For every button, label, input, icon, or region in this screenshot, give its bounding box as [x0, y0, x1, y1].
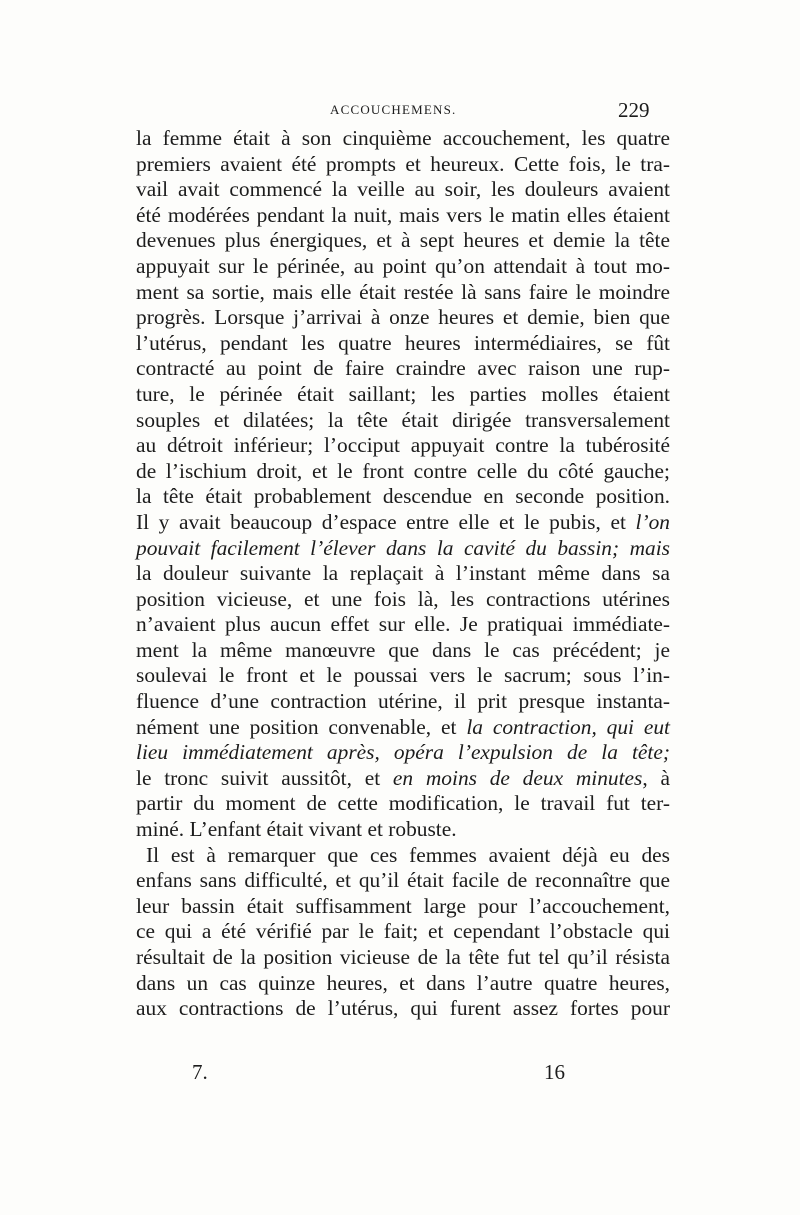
text-line: ment la même manœuvre que dans le cas précédent; je [136, 637, 670, 662]
text-line: vail avait commencé la veille au soir, les douleurs avaient [136, 177, 670, 202]
text-line: ment sa sortie, mais elle était restée là sans faire le moindre [136, 279, 670, 304]
text-line: devenues plus énergiques, et à sept heures et demie la tête [136, 228, 670, 253]
text-line: miné. L’enfant était vivant et robuste. [136, 817, 457, 842]
text-line: soulevai le front et le poussai vers le sacrum; sous l’in- [136, 663, 670, 688]
italic-run: l’on [635, 509, 670, 534]
text-line [136, 510, 670, 536]
text-run: , à [642, 765, 670, 790]
text-line [136, 536, 670, 562]
running-title: ACCOUCHEMENS. [330, 102, 457, 117]
running-head [0, 98, 800, 126]
text-line: contracté au point de faire craindre avec raison une rup- [136, 356, 670, 381]
text-line: appuyait sur le périnée, au point qu’on attendait à tout mo- [136, 253, 670, 278]
text-line: partir du moment de cette modification, le travail fut ter- [136, 791, 670, 816]
text-line: fluence d’une contraction utérine, il prit presque instanta- [136, 689, 670, 714]
text-line: ture, le périnée était saillant; les parties molles étaient [136, 381, 670, 406]
text-line: progrès. Lorsque j’arrivai à onze heures et demie, bien que [136, 305, 670, 330]
italic-run: la contraction, qui eut [466, 714, 670, 739]
text-line: dans un cas quinze heures, et dans l’autre quatre heures, [136, 970, 670, 995]
text-line: n’avaient plus aucun effet sur elle. Je pratiquai immédiate- [136, 612, 670, 637]
page-number: 229 [618, 98, 650, 122]
text-line: au détroit inférieur; l’occiput appuyait contre la tubérosité [136, 433, 670, 458]
italic-run: pouvait facilement l’élever dans la cavité du bassin; mais [136, 535, 670, 560]
text-run: nément une position convenable, et [136, 714, 467, 739]
signature-mark: 7. [192, 1060, 208, 1084]
italic-run: lieu immédiatement après, opéra l’expulsion de la tête; [136, 740, 670, 765]
text-line: été modérées pendant la nuit, mais vers le matin elles étaient [136, 202, 670, 227]
text-run: le tronc suivit aussitôt, et [136, 765, 393, 790]
text-line: résultait de la position vicieuse de la tête fut tel qu’il résista [136, 945, 670, 969]
text-line: enfans sans difficulté, et qu’il était facile de reconnaître que [136, 868, 670, 893]
signature-number: 16 [544, 1060, 565, 1084]
text-line: la tête était probablement descendue en seconde position. [136, 484, 670, 509]
text-line: premiers avaient été prompts et heureux. Cette fois, le tra- [136, 151, 670, 176]
italic-run: en moins de deux minutes [392, 765, 643, 790]
text-line: la femme était à son cinquième accouchement, les quatre [136, 126, 670, 150]
text-line: ce qui a été vérifié par le fait; et cependant l’obstacle qui [136, 919, 670, 944]
text-line: aux contractions de l’utérus, qui furent assez fortes pour [136, 996, 670, 1021]
text-line: de l’ischium droit, et le front contre celle du côté gauche; [136, 458, 670, 483]
text-line: souples et dilatées; la tête était dirigée transversalement [136, 407, 670, 432]
text-run: Il y avait beaucoup d’espace entre elle et le pubis, et [136, 509, 636, 534]
text-line: position vicieuse, et une fois là, les contractions utérines [136, 586, 670, 611]
body-text [136, 126, 670, 1022]
text-line [136, 740, 670, 766]
text-line [136, 766, 670, 792]
text-line [136, 715, 670, 741]
text-line: la douleur suivante la replaçait à l’instant même dans sa [136, 561, 670, 586]
text-line: Il est à remarquer que ces femmes avaient déjà eu des [146, 842, 670, 867]
text-line: l’utérus, pendant les quatre heures intermédiaires, se fût [136, 330, 670, 355]
text-line: leur bassin était suffisamment large pour l’accouchement, [136, 893, 670, 918]
